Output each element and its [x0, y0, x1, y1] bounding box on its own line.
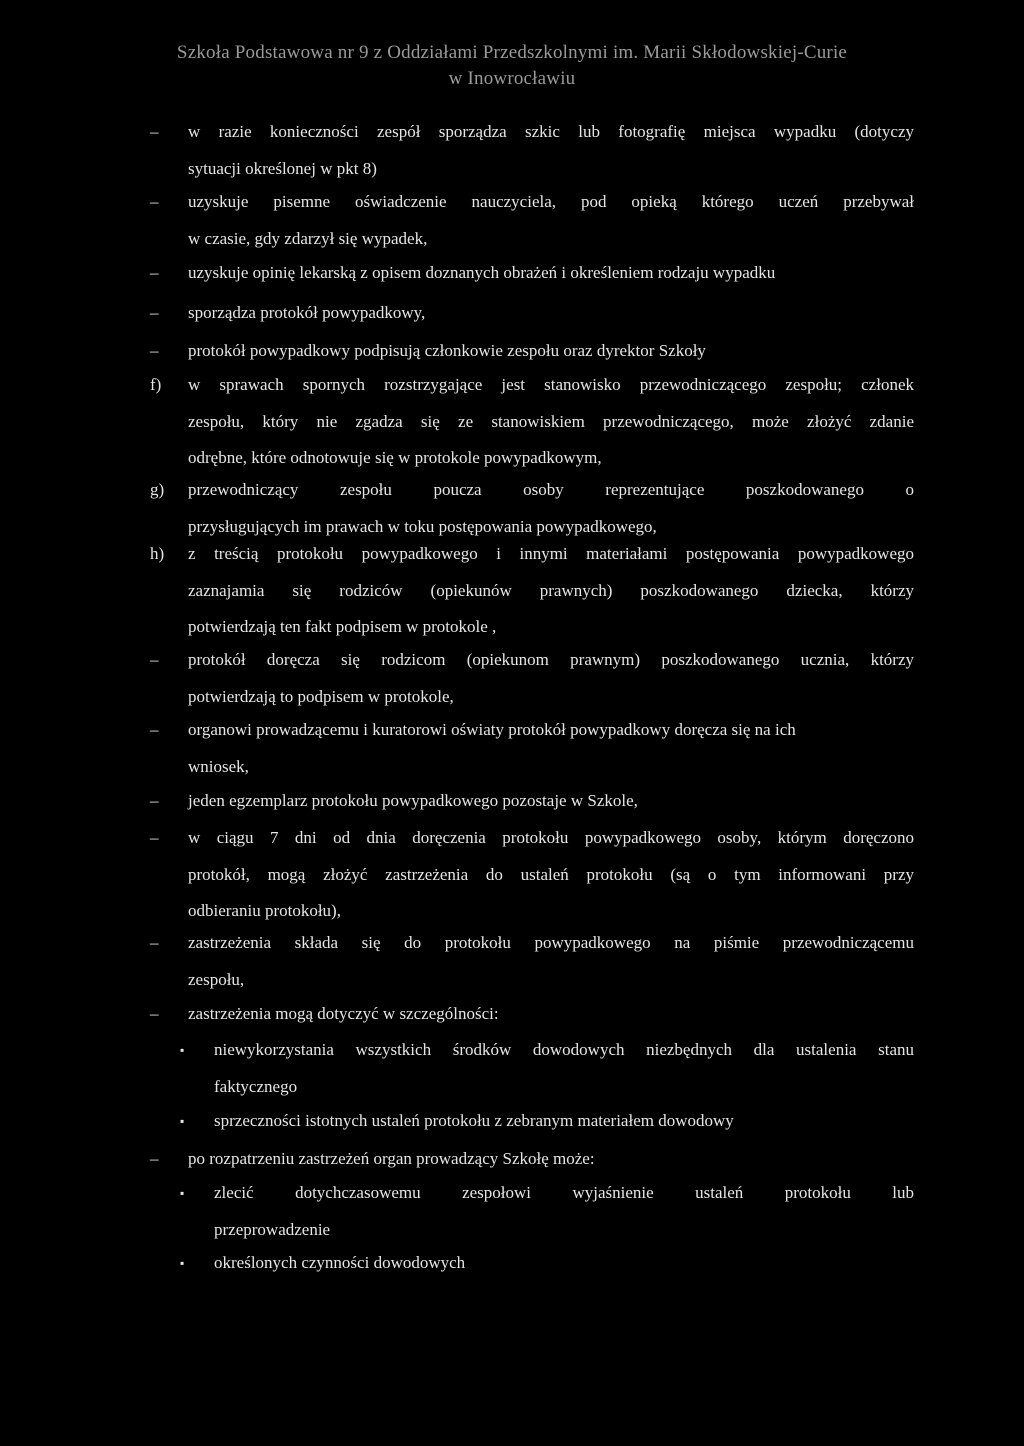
item-text-line: w sprawach spornych rozstrzygające jest stanowisko przewodniczącego zespołu; członek	[188, 375, 914, 394]
header-school-name: Szkoła Podstawowa nr 9 z Oddziałami Przedszkolnymi im. Marii Skłodowskiej-Curie	[176, 42, 848, 63]
list-item	[150, 184, 914, 257]
square-bullet-icon: ▪	[180, 1114, 185, 1128]
item-text-line: w razie konieczności zespół sporządza szkic lub fotografię miejsca wypadku (dotyczy	[188, 122, 914, 141]
item-text-line: wniosek,	[188, 756, 249, 776]
item-text-line: przeprowadzenie	[214, 1219, 331, 1239]
square-bullet-icon: ▪	[180, 1256, 185, 1270]
list-item	[150, 642, 914, 715]
list-marker: –	[150, 303, 159, 322]
item-text-line: uzyskuje pisemne oświadczenie nauczyciela, pod opieką którego uczeń przebywał	[188, 192, 914, 211]
item-text-line: zespołu,	[188, 969, 245, 989]
item-text-line: przewodniczący zespołu poucza osoby reprezentujące poszkodowanego o	[188, 480, 914, 499]
item-text-line: odrębne, które odnotowuje się w protokole powypadkowym,	[188, 448, 602, 467]
list-marker: –	[150, 192, 159, 211]
list-item	[150, 367, 914, 477]
item-text-line: protokół, mogą złożyć zastrzeżenia do ustaleń protokołu (są o tym informowani przy	[188, 864, 914, 884]
item-text-line: uzyskuje opinię lekarską z opisem doznanych obrażeń i określeniem rodzaju wypadku	[188, 263, 776, 282]
list-item	[150, 333, 914, 370]
list-item	[150, 820, 914, 930]
item-text-line: niewykorzystania wszystkich środków dowodowych niezbędnych dla ustalenia stanu	[214, 1040, 914, 1059]
item-text-line: odbieraniu protokołu),	[188, 901, 341, 920]
item-text-line: określonych czynności dowodowych	[214, 1253, 466, 1272]
list-item	[150, 114, 914, 187]
item-text-line: zaznajamia się rodziców (opiekunów prawnych) poszkodowanego dziecka, którzy	[188, 580, 914, 600]
item-text-line: w ciągu 7 dni od dnia doręczenia protokołu powypadkowego osoby, którym doręczono	[188, 828, 914, 847]
list-item	[150, 783, 914, 820]
item-text-line: faktycznego	[214, 1076, 298, 1096]
square-bullet-icon: ▪	[180, 1186, 185, 1200]
item-text-line: zespołu, który nie zgadza się ze stanowiskiem przewodniczącego, może złożyć zdanie	[188, 411, 914, 431]
list-marker: h)	[150, 544, 165, 563]
list-item	[150, 712, 914, 785]
item-text-line: sporządza protokół powypadkowy,	[188, 303, 426, 322]
list-item	[150, 536, 914, 646]
item-text-line: po rozpatrzeniu zastrzeżeń organ prowadzący Szkołę może:	[188, 1149, 595, 1168]
list-marker: –	[150, 341, 159, 360]
list-marker: –	[150, 1149, 159, 1168]
item-text-line: zlecić dotychczasowemu zespołowi wyjaśnienie ustaleń protokołu lub	[214, 1183, 914, 1202]
item-text-line: potwierdzają ten fakt podpisem w protokole ,	[188, 617, 497, 636]
list-item	[150, 996, 914, 1033]
header-city: w Inowrocławiu	[448, 68, 576, 89]
list-item	[150, 1141, 914, 1178]
item-text-line: z treścią protokołu powypadkowego i innymi materiałami postępowania powypadkowego	[188, 544, 914, 563]
item-text-line: zastrzeżenia składa się do protokołu powypadkowego na piśmie przewodniczącemu	[188, 933, 914, 952]
item-text-line: sytuacji określonej w pkt 8)	[188, 158, 377, 178]
list-marker: g)	[150, 480, 165, 499]
item-text-line: organowi prowadzącemu i kuratorowi oświaty protokół powypadkowy doręcza się na ich	[188, 720, 796, 739]
item-text-line: zastrzeżenia mogą dotyczyć w szczególności:	[188, 1004, 499, 1023]
sub-list-item	[180, 1103, 914, 1140]
sub-list-item	[180, 1175, 914, 1248]
item-text-line: potwierdzają to podpisem w protokole,	[188, 686, 454, 706]
list-marker: –	[150, 1004, 159, 1023]
list-marker: f)	[150, 375, 162, 394]
list-marker: –	[150, 828, 159, 847]
item-text-line: protokół doręcza się rodzicom (opiekunom prawnym) poszkodowanego ucznia, którzy	[188, 650, 914, 669]
sub-list-item	[180, 1032, 914, 1105]
item-text-line: w czasie, gdy zdarzył się wypadek,	[188, 228, 428, 248]
list-marker: –	[150, 720, 159, 739]
item-text-line: protokół powypadkowy podpisują członkowie zespołu oraz dyrektor Szkoły	[188, 341, 706, 360]
square-bullet-icon: ▪	[180, 1043, 185, 1057]
list-item	[150, 295, 914, 332]
list-item	[150, 472, 914, 545]
list-item	[150, 255, 914, 292]
list-item	[150, 925, 914, 998]
list-marker: –	[150, 650, 159, 669]
list-marker: –	[150, 122, 159, 141]
list-marker: –	[150, 263, 159, 282]
item-text-line: sprzeczności istotnych ustaleń protokołu z zebranym materiałem dowodowy	[214, 1111, 734, 1130]
list-marker: –	[150, 933, 159, 952]
sub-list-item	[180, 1245, 914, 1282]
item-text-line: przysługujących im prawach w toku postępowania powypadkowego,	[188, 516, 657, 536]
list-marker: –	[150, 791, 159, 810]
item-text-line: jeden egzemplarz protokołu powypadkowego pozostaje w Szkole,	[188, 791, 638, 810]
